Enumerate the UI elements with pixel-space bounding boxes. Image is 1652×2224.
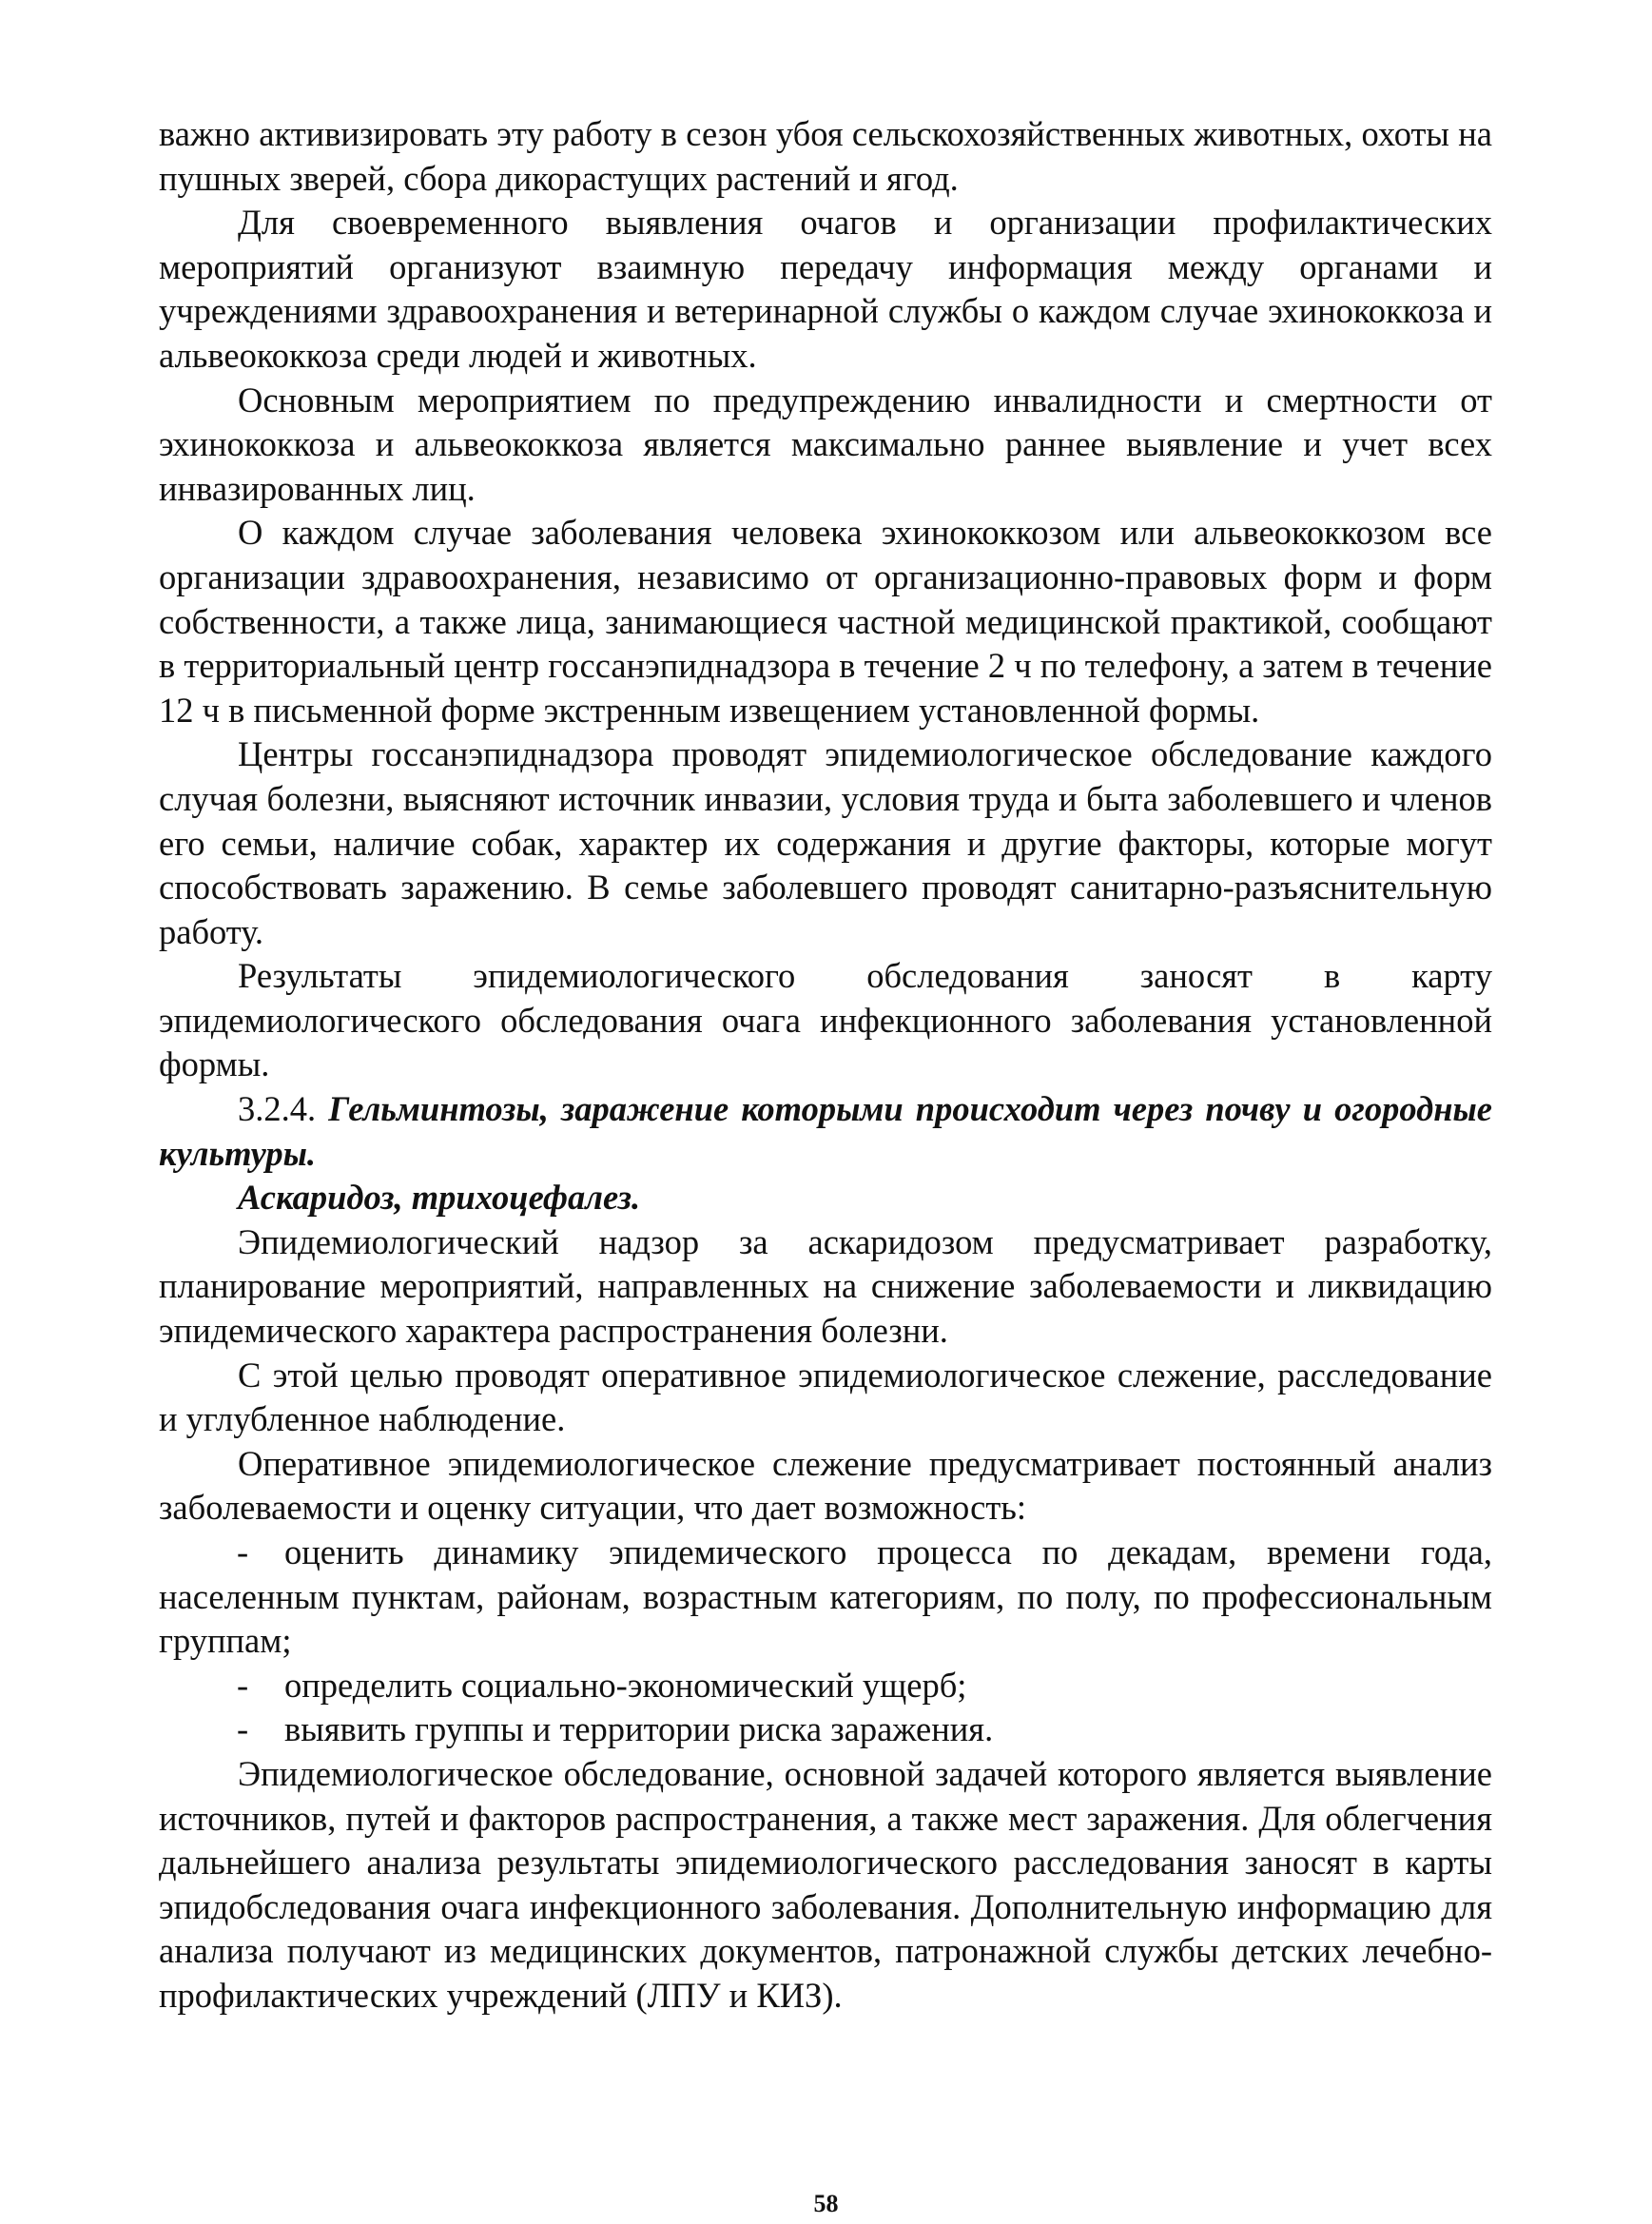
paragraph: Результаты эпидемиологического обследования заносят в карту эпидемиологического обследования очага инфекционного заболевания установленной формы. bbox=[159, 956, 1492, 1084]
bullet-marker: - bbox=[237, 1709, 249, 1749]
document-body bbox=[159, 112, 1492, 2019]
bullet-marker: - bbox=[237, 1532, 249, 1571]
paragraph: Эпидемиологический надзор за аскаридозом предусматривает разработку, планирование мероприятий, направленных на снижение заболеваемости и ликвидацию эпидемического характера распространения болезни. bbox=[159, 1221, 1492, 1351]
paragraph: О каждом случае заболевания человека эхинококкозом или альвеококкозом все организации здравоохранения, независимо от организационно-правовых форм и форм собственности, а также лица, занимающиеся частной медицинской практикой, сообщают в территориальный центр госсанэпиднадзора в течение 2 ч по телефону, а затем в течение 12 ч в письменной форме экстренным извещением установленной формы. bbox=[159, 513, 1492, 730]
bullet-item bbox=[159, 1707, 1492, 1752]
page-number: 58 bbox=[813, 2190, 839, 2217]
paragraph: Эпидемиологическое обследование, основной задачей которого является выявление источников, путей и факторов распространения, а также мест заражения. Для облегчения дальнейшего анализа результаты эпидемиологического расследования заносят в карты эпидобследования очага инфекционного заболевания. Дополнительную информацию для анализа получают из медицинских документов, патронажной службы детских лечебно-профилактических учреждений (ЛПУ и КИЗ). bbox=[159, 1753, 1492, 2015]
section-number: 3.2.4. bbox=[238, 1089, 317, 1129]
subsection-title: Аскаридоз, трихоцефалез. bbox=[238, 1178, 641, 1218]
paragraph: Центры госсанэпиднадзора проводят эпидемиологическое обследование каждого случая болезни, выясняют источник инвазии, условия труда и быта заболевшего и членов его семьи, наличие собак, характер их содержания и другие факторы, которые могут способствовать заражению. В семье заболевшего проводят санитарно-разъяснительную работу. bbox=[159, 734, 1492, 951]
paragraph: Основным мероприятием по предупреждению инвалидности и смертности от эхинококкоза и альвеококкоза является максимально раннее выявление и учет всех инвазированных лиц. bbox=[159, 380, 1492, 508]
paragraph: важно активизировать эту работу в сезон убоя сельскохозяйственных животных, охоты на пушных зверей, сбора дикорастущих растений и ягод. bbox=[159, 114, 1492, 198]
paragraph: Оперативное эпидемиологическое слежение предусматривает постоянный анализ заболеваемости и оценку ситуации, что дает возможность: bbox=[159, 1443, 1492, 1528]
paragraph: С этой целью проводят оперативное эпидемиологическое слежение, расследование и углубленное наблюдение. bbox=[159, 1355, 1492, 1439]
bullet-item bbox=[159, 1531, 1492, 1664]
section-title: Гельминтозы, заражение которыми происходит через почву и огородные культуры. bbox=[159, 1089, 1493, 1173]
section-heading bbox=[159, 1087, 1492, 1176]
bullet-text: выявить группы и территории риска заражения. bbox=[284, 1709, 994, 1749]
bullet-marker: - bbox=[237, 1665, 249, 1705]
paragraph: Для своевременного выявления очагов и организации профилактических мероприятий организуют взаимную передачу информация между органами и учреждениями здравоохранения и ветеринарной службы о каждом случае эхинококкоза и альвеококкоза среди людей и животных. bbox=[159, 203, 1492, 375]
bullet-item bbox=[159, 1664, 1492, 1708]
bullet-text: оценить динамику эпидемического процесса по декадам, времени года, населенным пунктам, районам, возрастным категориям, по полу, по профессиональным группам; bbox=[159, 1532, 1492, 1661]
bullet-text: определить социально-экономический ущерб; bbox=[284, 1665, 967, 1705]
subsection-heading bbox=[159, 1176, 1492, 1220]
